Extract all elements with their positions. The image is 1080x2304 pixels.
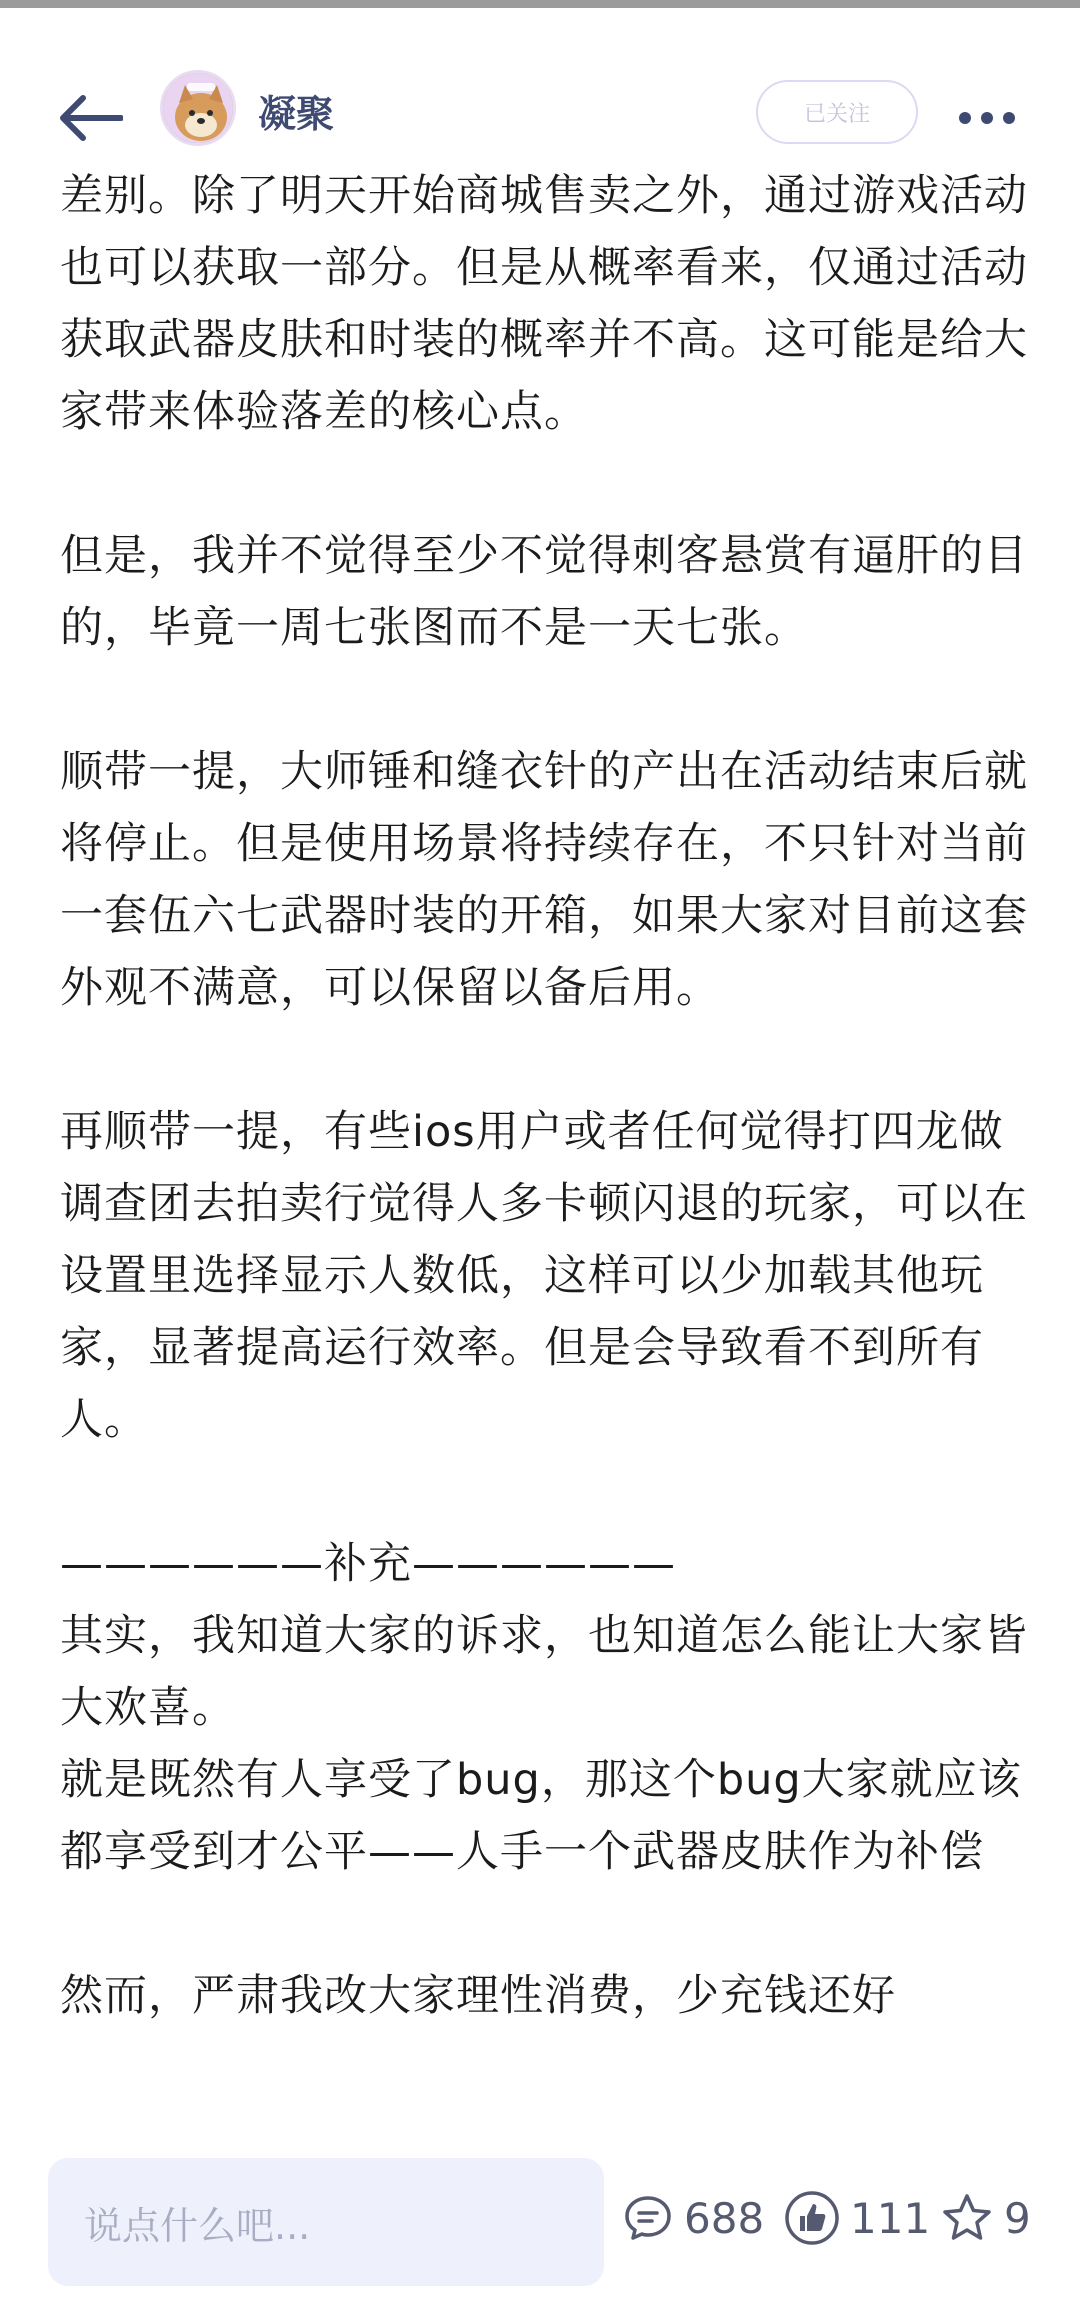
action-bar <box>0 2128 1080 2304</box>
paragraph: 然而，严肃我改大家理性消费，少充钱还好 <box>60 1971 896 2021</box>
star-icon <box>940 2191 994 2245</box>
comment-button[interactable] <box>622 2178 764 2258</box>
author-name[interactable]: 凝聚 <box>258 92 335 136</box>
back-button[interactable] <box>50 78 130 158</box>
like-count: 111 <box>850 2193 931 2243</box>
favorite-button[interactable] <box>940 2178 1031 2258</box>
paragraph: 顺带一提，大师锤和缝衣针的产出在活动结束后就将停止。但是使用场景将持续存在，不只针对当前一套伍六七武器时装的开箱，如果大家对目前这套外观不满意，可以保留以备后用。 <box>60 747 1028 1013</box>
like-button[interactable] <box>784 2178 930 2258</box>
paragraph: 其实，我知道大家的诉求，也知道怎么能让大家皆大欢喜。 <box>60 1611 1028 1733</box>
comment-bubble-icon <box>622 2192 674 2244</box>
comment-count: 688 <box>684 2193 765 2243</box>
arrow-left-icon <box>57 94 123 142</box>
paragraph: 但是，我并不觉得至少不觉得刺客悬赏有逼肝的目的，毕竟一周七张图而不是一天七张。 <box>60 531 1028 653</box>
section-divider: ——————补充—————— <box>60 1539 676 1589</box>
favorite-count: 9 <box>1004 2193 1031 2243</box>
follow-button[interactable]: 已关注 <box>756 80 918 144</box>
more-button[interactable] <box>952 90 1022 146</box>
comment-input[interactable]: 说点什么吧... <box>48 2158 604 2286</box>
paragraph: 再顺带一提，有些ios用户或者任何觉得打四龙做调查团去拍卖行觉得人多卡顿闪退的玩家，可以在设置里选择显示人数低，这样可以少加载其他玩家，显著提高运行效率。但是会导致看不到所有人。 <box>60 1107 1028 1445</box>
more-dots-icon <box>959 112 971 124</box>
post-body <box>60 160 1030 2128</box>
paragraph: 就是既然有人享受了bug，那这个bug大家就应该都享受到才公平——人手一个武器皮肤作为补偿 <box>60 1755 1022 1877</box>
avatar[interactable] <box>160 70 236 146</box>
dog-avatar-image <box>163 73 236 146</box>
paragraph: 差别。除了明天开始商城售卖之外，通过游戏活动也可以获取一部分。但是从概率看来，仅通过活动获取武器皮肤和时装的概率并不高。这可能是给大家带来体验落差的核心点。 <box>60 171 1028 437</box>
status-strip <box>0 0 1080 8</box>
thumb-up-icon <box>784 2190 840 2246</box>
